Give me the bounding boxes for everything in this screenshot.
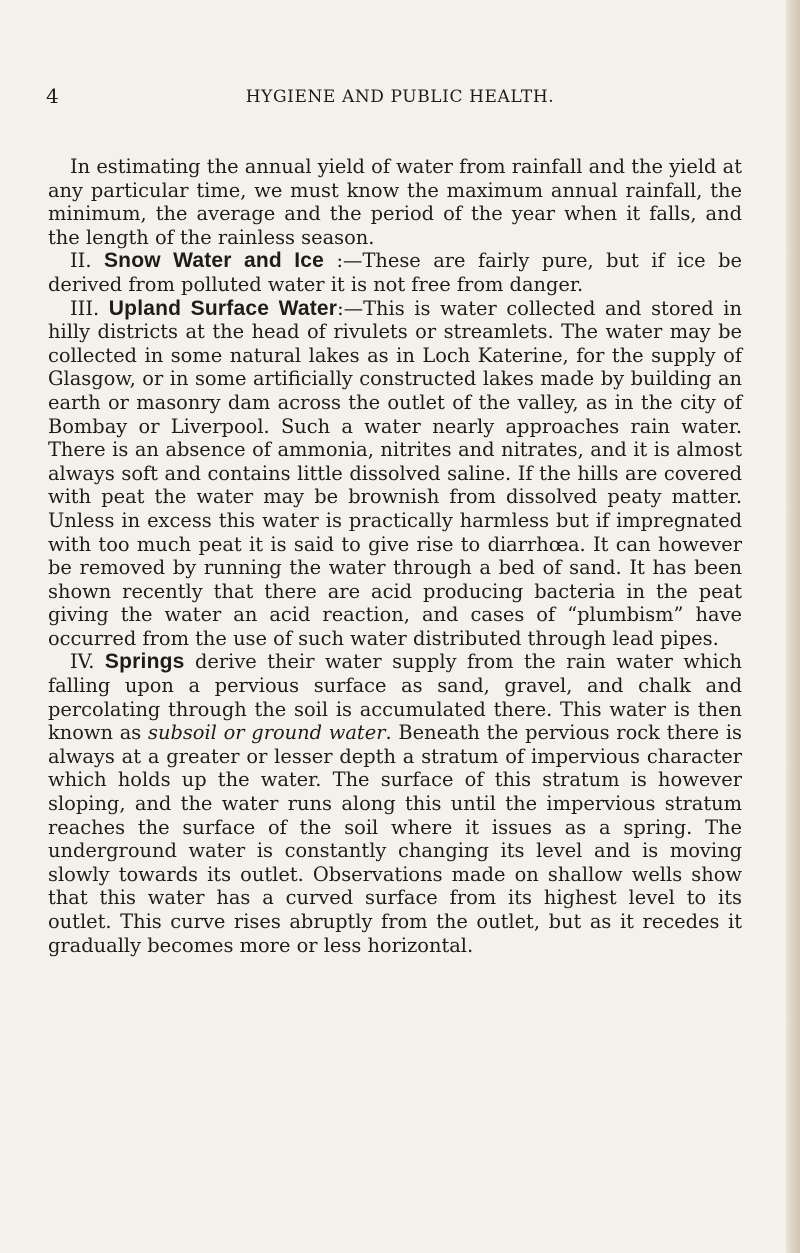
- section-number: IV.: [70, 650, 95, 674]
- upland-water-paragraph: [48, 297, 742, 651]
- section-heading-upland-water: Upland Surface Water: [108, 296, 338, 320]
- body-text: [48, 155, 742, 957]
- page-header: [0, 84, 800, 114]
- page-number: 4: [46, 84, 59, 108]
- section-heading-springs: Springs: [104, 650, 185, 674]
- section-text: :—These are fairly pure, but if ice be derived from polluted water it is not free from danger.: [48, 249, 742, 296]
- snow-water-paragraph: [48, 249, 742, 296]
- page-edge: [786, 0, 800, 1253]
- section-heading-snow-water: Snow Water and Ice: [103, 249, 325, 273]
- section-number: III.: [70, 296, 100, 320]
- springs-paragraph: [48, 650, 742, 957]
- italic-term: subsoil or ground water: [148, 721, 386, 745]
- section-text: :—This is water collected and stored in hilly districts at the head of rivulets or streamlets. The water may be collected in some natural lakes as in Loch Katerine, for the supply of Glasgow, or in some artificially constructed lakes made by building an earth or masonry dam across the outlet of the valley, as in the city of Bombay or Liverpool. Such a water nearly approaches rain water. There is an absence of ammonia, nitrites and nitrates, and it is almost always soft and contains little dissolved saline. If the hills are covered with peat the water may be brownish from dissolved peaty matter. Unless in excess this water is practically harmless but if impregnated with too much peat it is said to give rise to diarrhœa. It can however be removed by running the water through a bed of sand. It has been shown recently that there are acid producing bacteria in the peat giving the water an acid reaction, and cases of “plumbism” have occurred from the use of such water distributed through lead pipes.: [48, 296, 742, 650]
- section-text: . Beneath the pervious rock there is always at a greater or lesser depth a stratum of impervious character which holds up the water. The surface of this stratum is however sloping, and the water runs along this until the impervious stratum reaches the surface of the soil where it issues as a spring. The underground water is constantly changing its level and is moving slowly towards its outlet. Observations made on shallow wells show that this water has a curved surface from its highest level to its outlet. This curve rises abruptly from the outlet, but as it recedes it gradually becomes more or less horizontal.: [48, 721, 742, 957]
- section-number: II.: [70, 249, 92, 273]
- running-title: HYGIENE AND PUBLIC HEALTH.: [245, 87, 555, 107]
- intro-paragraph: In estimating the annual yield of water from rainfall and the yield at any particular time, we must know the maximum annual rainfall, the minimum, the average and the period of the year when it falls, and the length of the rainless season.: [48, 155, 742, 249]
- section-text: derive their water supply from the rain water which falling upon a pervious surface as sand, gravel, and chalk and percolating through the soil is accumulated there. This water is then known as: [48, 650, 743, 745]
